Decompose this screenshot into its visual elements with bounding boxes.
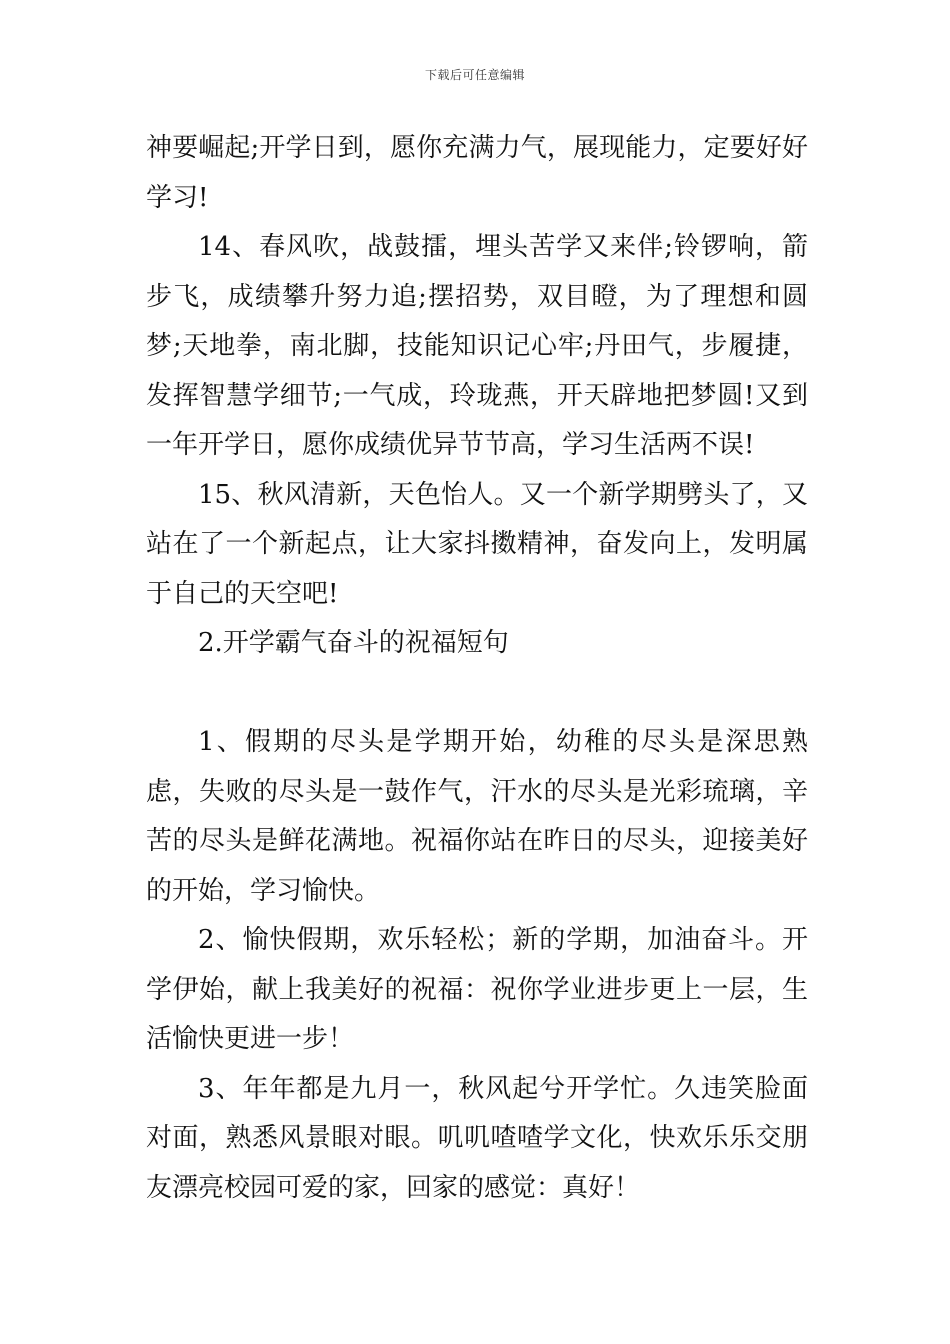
paragraph-item-15: 15、秋风清新，天色怡人。又一个新学期劈头了，又站在了一个新起点，让大家抖擞精神，奋发向上，发明属于自己的天空吧! bbox=[146, 479, 808, 609]
section-item-1: 1、假期的尽头是学期开始，幼稚的尽头是深思熟虑，失败的尽头是一鼓作气，汗水的尽头是光彩琉璃，辛苦的尽头是鲜花满地。祝福你站在昨日的尽头，迎接美好的开始，学习愉快。 bbox=[146, 727, 808, 906]
document-body bbox=[146, 124, 808, 1213]
page-header: 下载后可任意编辑 bbox=[424, 68, 525, 82]
section-item-3: 3、年年都是九月一，秋风起兮开学忙。久违笑脸面对面，熟悉风景眼对眼。叽叽喳喳学文化，快欢乐乐交朋友漂亮校园可爱的家，回家的感觉：真好！ bbox=[146, 1073, 808, 1203]
section-item-2: 2、愉快假期，欢乐轻松；新的学期，加油奋斗。开学伊始，献上我美好的祝福：祝你学业进步更上一层，生活愉快更进一步！ bbox=[146, 925, 808, 1054]
section-title: 2.开学霸气奋斗的祝福短句 bbox=[198, 628, 509, 658]
paragraph-continuation: 神要崛起;开学日到，愿你充满力气，展现能力，定要好好学习! bbox=[146, 133, 808, 213]
paragraph-item-14: 14、春风吹，战鼓擂，埋头苦学又来伴;铃锣响，箭步飞，成绩攀升努力追;摆招势，双目瞪，为了理想和圆梦;天地拳，南北脚，技能知识记心牢;丹田气，步履捷，发挥智慧学细节;一气成，玲珑燕，开天辟地把梦圆!又到一年开学日，愿你成绩优异节节高，学习生活两不误! bbox=[146, 232, 808, 460]
blank-line bbox=[146, 669, 808, 719]
